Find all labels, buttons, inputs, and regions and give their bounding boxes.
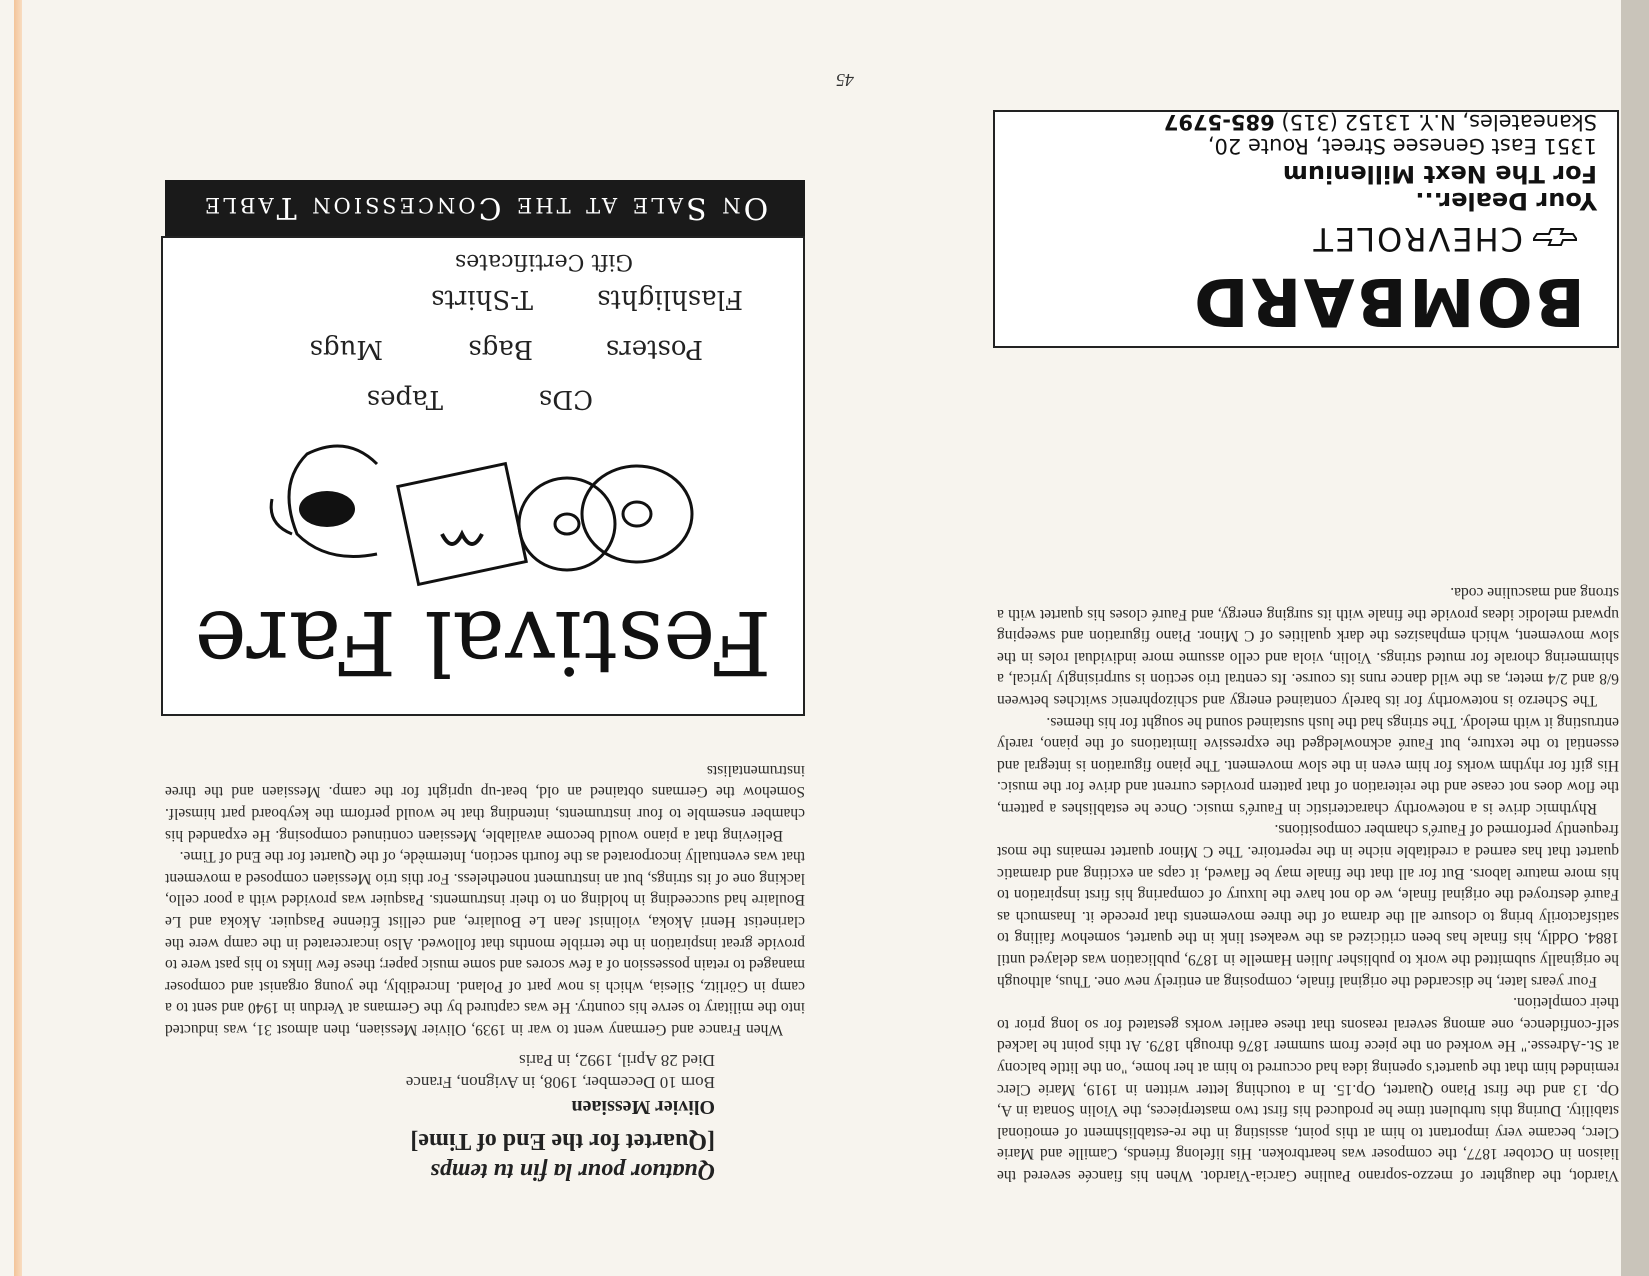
messiaen-header [165,1051,805,1276]
fare-item: Gift Certificates [454,249,633,274]
ad-address-line1: 1351 East Genesee Street, Route 20, [1207,134,1597,158]
fare-item: Tapes [366,384,443,414]
fare-item: T-Shirts [431,284,533,314]
messiaen-paragraph: Believing that a piano would become available, Messiaen continued composing. He expanded his chamber ensemble to four instruments, intending that he would perform the keyboard part himself. Somehow the Germans obtained an old, beat-up upright for the camp. Messiaen and the three instrumentalists [165,761,805,844]
ad-address [1164,110,1597,158]
faure-article-column [997,366,1619,1186]
ad-make-label: CHEVROLET [1311,220,1523,258]
ad-tagline-line2: For The Next Millenium [1282,160,1597,188]
ad-tagline [1283,160,1597,214]
fare-banner: On Sale at the Concession Table [165,180,805,236]
ad-address-city: Skaneateles, N.Y. 13152 (315) [1274,110,1597,134]
faure-paragraph: Rhythmic drive is a noteworthy characteristic in Fauré's music. Once he establishes a pattern, the flow does not cease and the reiteration of that pattern provides current and drive for the music. His gift for rhythm works for him even in the slow movement. The piano figuration is integral and essential to the texture, but Fauré acknowledged the expressive limitations of the piano, rarely entrusting it with melody. The strings had the lush sustained sound he sought for his themes. [997,713,1619,817]
ad-tagline-line1: Your Dealer... [1415,187,1597,215]
composer-died: Died 28 April, 1992, in Paris [519,1051,715,1070]
fare-item: Flashlights [597,284,743,314]
faure-paragraph: Viardot, the daughter of mezzo-soprano Pauline Garcia-Viardot. When his fiancée severed the liaison in October 1877, the composer was heartbroken. His lifelong friends, Camille and Marie Clerc, became very important to him at this point, assisting in the re-establishment of emotional stability. During this turbulent time he produced his first two masterpieces, the Violin Sonata in A, Op. 13 and the first Piano Quartet, Op.15. In a touching letter written in 1919, Marie Clerc reminded him that the quartet's opening idea had occurred to him at her home, "on the little balcony at St.-Adresse." He worked on the piece from summer 1876 through 1879. At this point he lacked self-confidence, one among several reasons that these earlier works gestated for so long prior to their completion. [997,994,1619,1184]
ad-make [1311,220,1577,258]
piece-title-english: [Quartet for the End of Time] [410,1128,715,1154]
fare-item: Mugs [309,334,383,364]
fare-item: Bags [468,334,533,364]
messiaen-paragraph: When France and Germany went to war in 1939, Olivier Messiaen, then almost 31, was inducted into the military to serve his country. He was captured by the Germans at Verdun in 1940 and sent to a camp in Görlitz, Silesia, which is now part of Poland. Incredibly, the young organist and composer managed to retain possession of a few scores and some music paper; these few links to his past were to provide great inspiration in the terrible months that followed. Also incarcerated in the camp were the clarinetist Henri Akoka, violinist Jean Le Boulaire, and cellist Étienne Pasquier. Akoka and Le Boulaire had succeeding in holding on to their instruments. Pasquier was provided with a poor cello, lacking one of its strings, but an instrument nonetheless. For this trio Messiaen composed a movement that was eventually incorporated as the fourth section, Intermède, of the Quartet for the End of Time. [165,848,805,1038]
page-number: 45 [836,70,854,90]
composer-born: Born 10 December, 1908, in Avignon, France [405,1073,715,1092]
composer-name: Olivier Messiaen [571,1096,715,1118]
ad-address-line2 [1164,110,1597,134]
fare-item: CDs [538,384,593,414]
fare-item: Posters [605,334,703,364]
cd-and-mug-illustration-icon [247,434,707,594]
chevrolet-bowtie-icon [1533,227,1577,247]
faure-paragraph: Four years later, he discarded the original finale, composing an entirely new one. Thus, although he originally submitted the work to publisher Julien Hamelle in 1879, publication was delayed until 1884. Oddly, his finale has been criticized as the weakest link in the quartet, somehow failing to satisfactorily bring to closure all the drama of the three movements that precede it. Inasmuch as Fauré destroyed the original finale, we do not have the luxury of comparing his first inspiration to his more mature labors. But for all that the finale may be flawed, it caps an exciting and dramatic quartet that has earned a creditable niche in the repertoire. The C Minor quartet remains the most frequently performed of Fauré's chamber compositions. [997,821,1619,990]
bombard-chevrolet-ad [993,110,1619,348]
faure-paragraph: The Scherzo is noteworthy for its barely contained energy and schizophrenic switches between 6/8 and 2/4 meter, as the wild dance runs its course. Its central trio section is surprisingly lyrical, a shimmering chorale for muted strings. Violin, viola and cello assume more individual roles in the slow movement, which emphasizes the dark qualities of C Minor. Piano figuration and sweeping upward melodic ideas provide the finale with its surging energy, and Fauré closes his quartet with a strong and masculine coda. [997,583,1619,709]
festival-fare-ad [161,236,805,716]
fare-title: Festival Fare [194,591,772,694]
ad-brand-name: BOMBARD [1191,263,1585,340]
ad-phone: 685-5797 [1163,110,1275,134]
piece-title-original: Quatuor pour la fin tu temps [430,1158,715,1184]
